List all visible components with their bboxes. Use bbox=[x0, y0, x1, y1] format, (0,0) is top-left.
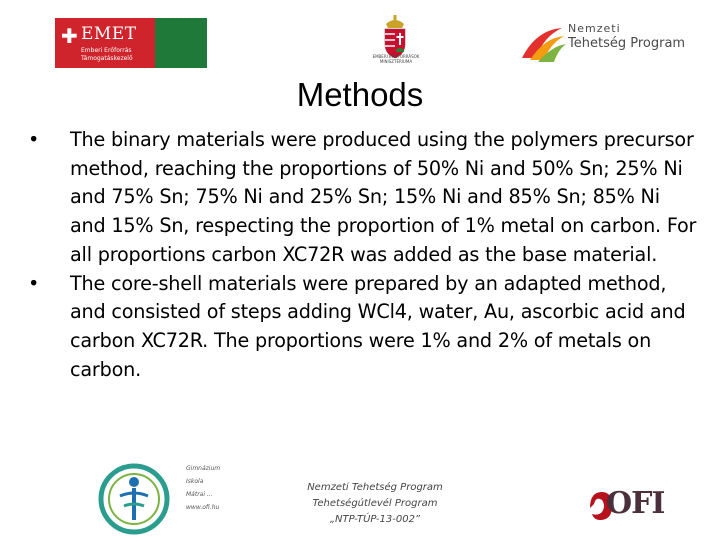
school-tree-icon bbox=[94, 462, 174, 536]
footer-text bbox=[280, 480, 470, 528]
emet-sub-line1: Emberi Erőforrás bbox=[81, 47, 132, 54]
emet-logo-red-panel bbox=[55, 18, 155, 68]
emet-logo bbox=[55, 18, 207, 68]
emet-sub-line2: Támogatáskezelő bbox=[81, 55, 133, 62]
emet-logo-icon: ✚ bbox=[61, 24, 78, 48]
ofi-label: OFI bbox=[606, 486, 665, 521]
bullet-text: The core-shell materials were prepared by an adapted method, and consisted of steps adding WCl4, water, Au, ascorbic acid and carbon XC72R. The proportions were 1% and 2% of metals on carbon. bbox=[70, 271, 686, 381]
list-item bbox=[28, 126, 698, 270]
school-text bbox=[186, 462, 256, 514]
list-item bbox=[28, 270, 698, 385]
school-line: Gimnázium bbox=[186, 465, 221, 472]
page-title: Methods bbox=[296, 76, 424, 113]
school-line: Iskola bbox=[186, 478, 204, 485]
school-line: www.ofi.hu bbox=[186, 504, 220, 511]
emet-logo-green-panel bbox=[155, 18, 207, 68]
bullet-list bbox=[28, 126, 698, 384]
bullet-marker: • bbox=[28, 128, 40, 151]
ntp-line1: Nemzeti bbox=[568, 22, 621, 35]
bullet-text: The binary materials were produced using the polymers precursor method, reaching the proportions of 50% Ni and 50% Sn; 25% Ni and 75% Sn; 75% Ni and 25% Sn; 15% Ni and 85% Sn; 85% Ni and 15% Sn, respecting the proportion of 1% metal on carbon. For all proportions carbon XC72R was added as the base material. bbox=[70, 128, 697, 266]
ntp-line2: Tehetség Program bbox=[568, 36, 686, 51]
coat-caption: EMBERI ERŐFORRÁSOK MINISZTÉRIUMA bbox=[372, 54, 420, 64]
footer-line: Nemzeti Tehetség Program bbox=[307, 482, 443, 493]
footer-line: Tehetségútlevél Program bbox=[312, 498, 438, 509]
emet-name: EMET bbox=[81, 24, 137, 44]
school-line: Mátrai ... bbox=[186, 491, 213, 498]
footer-line: „NTP-TÚP-13-002” bbox=[329, 514, 421, 525]
bullet-marker: • bbox=[28, 271, 40, 295]
